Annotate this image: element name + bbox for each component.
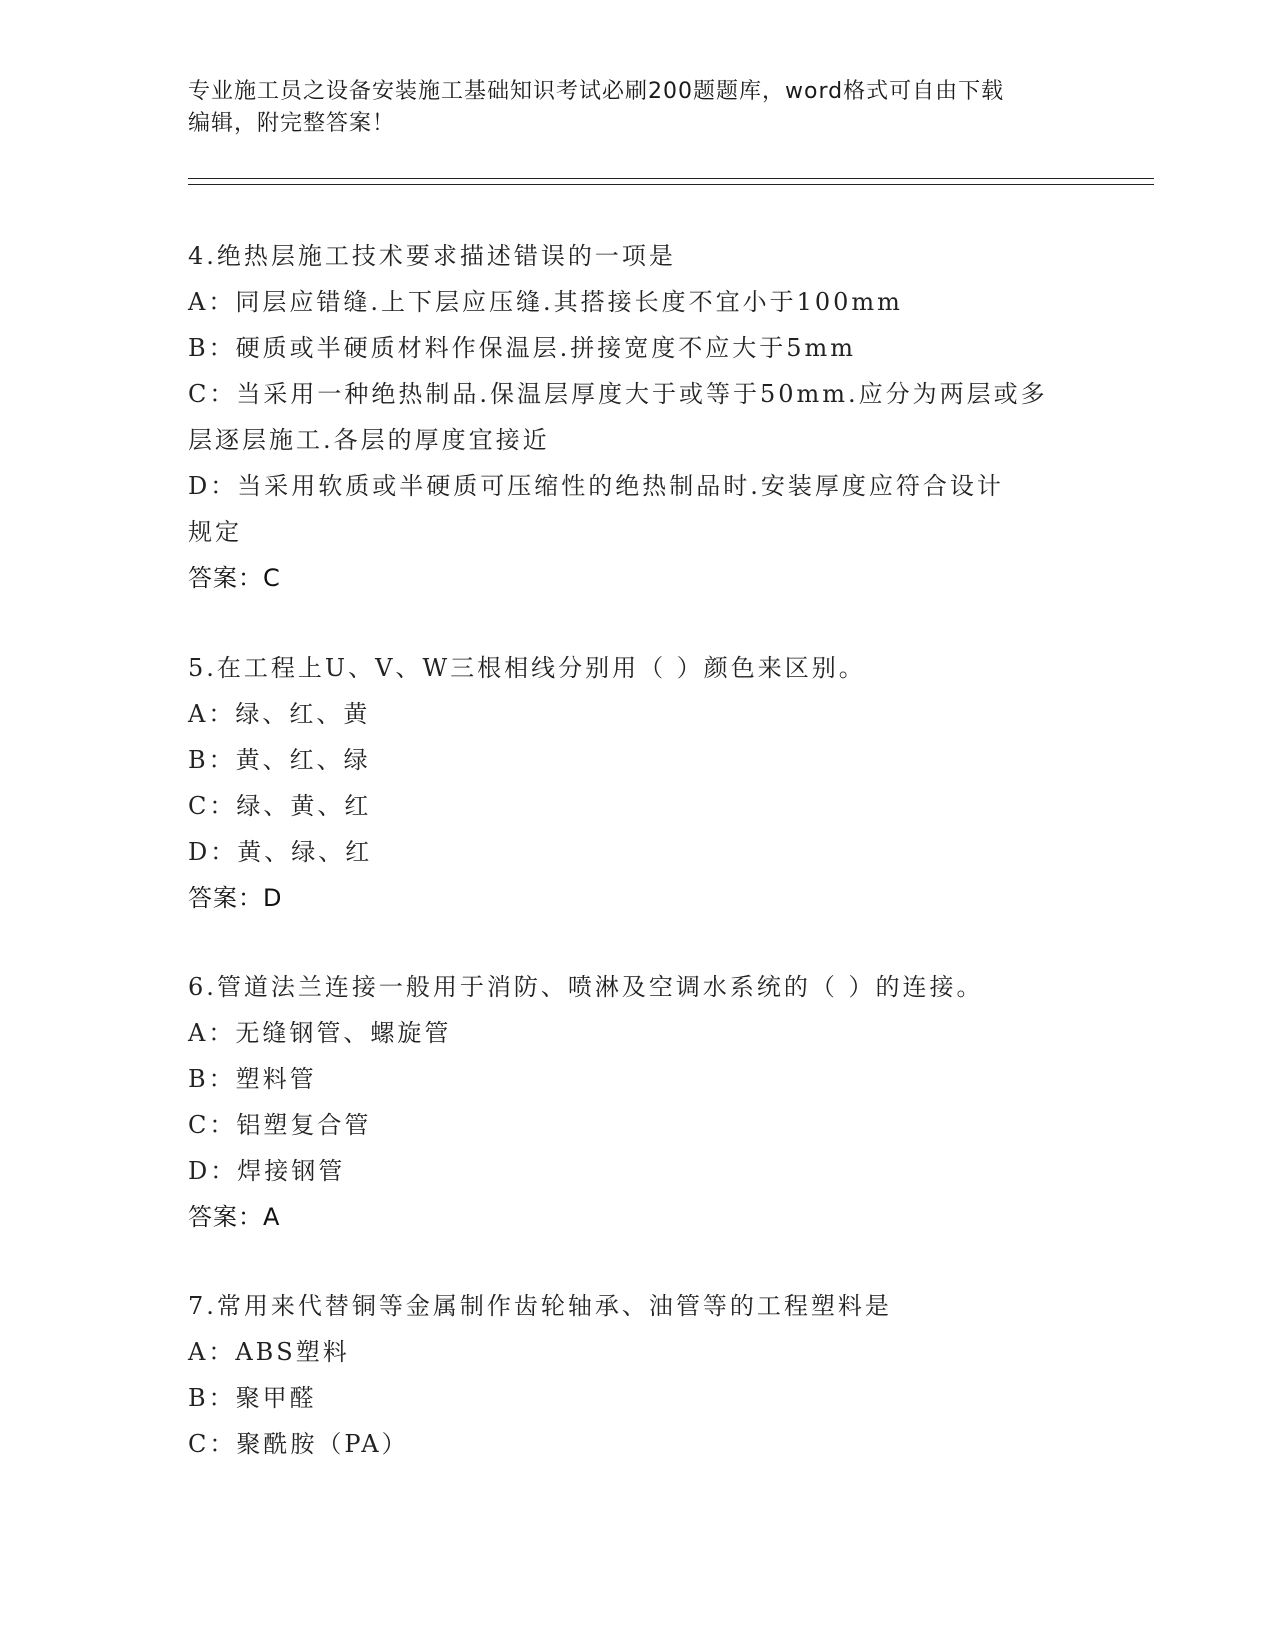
document-header [188, 76, 1078, 140]
question-block [188, 1283, 1088, 1467]
answer-key: 答案：D [188, 884, 283, 912]
option-c: C：当采用一种绝热制品.保温层厚度大于或等于50mm.应分为两层或多 [188, 380, 1048, 408]
header-line-1: 专业施工员之设备安装施工基础知识考试必刷200题题库，word格式可自由下载 [188, 79, 1005, 104]
option-a: A：绿、红、黄 [188, 700, 371, 728]
question-stem: 4.绝热层施工技术要求描述错误的一项是 [188, 242, 676, 270]
question-stem: 6.管道法兰连接一般用于消防、喷淋及空调水系统的（ ）的连接。 [188, 973, 984, 1001]
question-stem: 7.常用来代替铜等金属制作齿轮轴承、油管等的工程塑料是 [188, 1292, 892, 1320]
option-d-continued: 规定 [188, 518, 242, 546]
question-stem: 5.在工程上U、V、W三根相线分别用（ ）颜色来区别。 [188, 654, 866, 682]
answer-key: 答案：C [188, 564, 281, 592]
option-d: D：焊接钢管 [188, 1157, 346, 1185]
option-c: C：铝塑复合管 [188, 1111, 372, 1139]
option-a: A：同层应错缝.上下层应压缝.其搭接长度不宜小于100mm [188, 288, 903, 316]
option-d: D：黄、绿、红 [188, 838, 373, 866]
option-b: B：硬质或半硬质材料作保温层.拼接宽度不应大于5mm [188, 334, 857, 362]
question-block [188, 964, 1088, 1240]
option-b: B：黄、红、绿 [188, 746, 371, 774]
option-a: A：ABS塑料 [188, 1338, 350, 1366]
option-c-continued: 层逐层施工.各层的厚度宜接近 [188, 426, 550, 454]
header-divider-bottom [188, 184, 1154, 185]
option-c: C：绿、黄、红 [188, 792, 372, 820]
question-block [188, 645, 1088, 921]
option-d: D：当采用软质或半硬质可压缩性的绝热制品时.安装厚度应符合设计 [188, 472, 1004, 500]
option-c: C：聚酰胺（PA） [188, 1430, 409, 1458]
answer-key: 答案：A [188, 1203, 281, 1231]
question-block [188, 233, 1088, 601]
option-a: A：无缝钢管、螺旋管 [188, 1019, 452, 1047]
header-line-2: 编辑，附完整答案！ [188, 111, 396, 136]
option-b: B：聚甲醛 [188, 1384, 317, 1412]
header-divider-top [188, 178, 1154, 179]
option-b: B：塑料管 [188, 1065, 317, 1093]
